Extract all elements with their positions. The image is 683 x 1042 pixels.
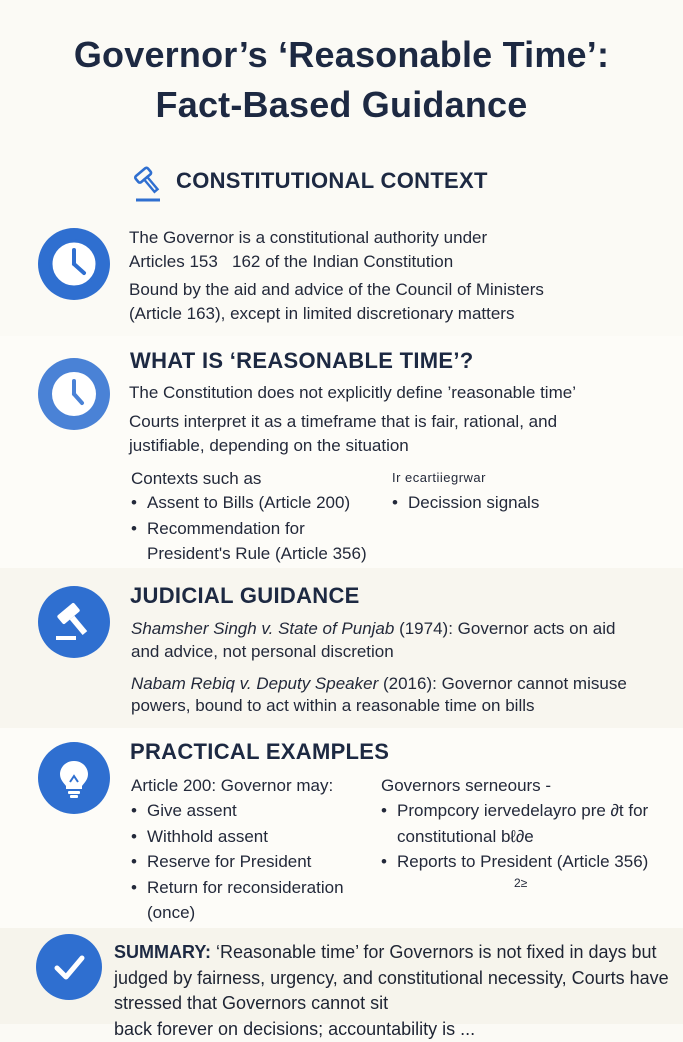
- summary-body: ‘Reasonable time’ for Governors is not fixed in days but judged by fairness, urgency, and constitutional necessity, Courts have stressed that Governors cannot sit: [114, 942, 669, 1013]
- contexts-right-label: Ir ecartiiegrwar: [392, 470, 486, 485]
- section-heading: CONSTITUTIONAL CONTEXT: [176, 168, 488, 193]
- section-heading: JUDICIAL GUIDANCE: [130, 583, 360, 608]
- gavel-icon: [130, 162, 172, 204]
- context-text-2: Articles 153 162 of the Indian Constitution: [129, 252, 454, 271]
- case-1: [131, 617, 615, 641]
- list-item: • Decission signals: [392, 490, 652, 516]
- case-1-text: (1974): Governor acts on aid: [394, 619, 616, 638]
- gavel-icon: [38, 586, 110, 658]
- lightbulb-icon: [38, 742, 110, 814]
- examples-left-label: Article 200: Governor may:: [131, 776, 334, 795]
- case-2-name: Nabam Rebiq v. Deputy Speaker: [131, 674, 379, 693]
- page-title: [0, 30, 683, 130]
- section-heading: PRACTICAL EXAMPLES: [130, 739, 390, 764]
- case-1-name: Shamsher Singh v. State of Punjab: [131, 619, 395, 638]
- reasonable-text-1: The Constitution does not explicitly define ’reasonable time’: [129, 383, 576, 402]
- list-item: • Reports to President (Article 356): [381, 849, 661, 875]
- case-2: [131, 672, 627, 696]
- examples-right-label: Governors serneours -: [381, 776, 552, 795]
- contexts-list: [131, 490, 381, 567]
- case-1-line-2: and advice, not personal discretion: [131, 642, 394, 661]
- reasonable-text-2: Courts interpret it as a timeframe that is fair, rational, and: [129, 412, 558, 431]
- list-item: • Return for reconsideration (once): [131, 875, 371, 926]
- contexts-right-list: [392, 490, 652, 516]
- list-item: • Give assent: [131, 798, 371, 824]
- title-line-2: Fact-Based Guidance: [155, 84, 528, 125]
- summary-cutoff: back forever on decisions; accountability is ...: [114, 1018, 476, 1039]
- examples-right-list: [381, 798, 661, 875]
- reasonable-text-3: justifiable, depending on the situation: [129, 436, 409, 455]
- context-text-4: (Article 163), except in limited discretionary matters: [129, 304, 515, 323]
- examples-note: 2≥: [514, 876, 528, 890]
- contexts-label: Contexts such as: [131, 469, 262, 488]
- examples-left-list: [131, 798, 371, 926]
- section-heading: WHAT IS ‘REASONABLE TIME’?: [130, 348, 474, 373]
- summary-text: [114, 940, 670, 1042]
- list-item: • Assent to Bills (Article 200): [131, 490, 381, 516]
- title-line-1: Governor’s ‘Reasonable Time’:: [73, 34, 610, 75]
- list-item: • Reserve for President: [131, 849, 371, 875]
- case-2-text: (2016): Governor cannot misuse: [378, 674, 627, 693]
- clock-icon: [38, 358, 110, 430]
- summary-lead: SUMMARY:: [114, 942, 211, 962]
- context-text-1: The Governor is a constitutional authority under: [129, 228, 488, 247]
- case-2-line-2: powers, bound to act within a reasonable time on bills: [131, 696, 535, 715]
- clock-icon: [38, 228, 110, 300]
- list-item: • Withhold assent: [131, 824, 371, 850]
- check-icon: [36, 934, 102, 1000]
- context-text-3: Bound by the aid and advice of the Council of Ministers: [129, 280, 544, 299]
- list-item: • Recommendation for President's Rule (Article 356): [131, 516, 381, 567]
- list-item: • Prompcory iervedelayro pre ∂t for constitutional bℓ∂e: [381, 798, 661, 849]
